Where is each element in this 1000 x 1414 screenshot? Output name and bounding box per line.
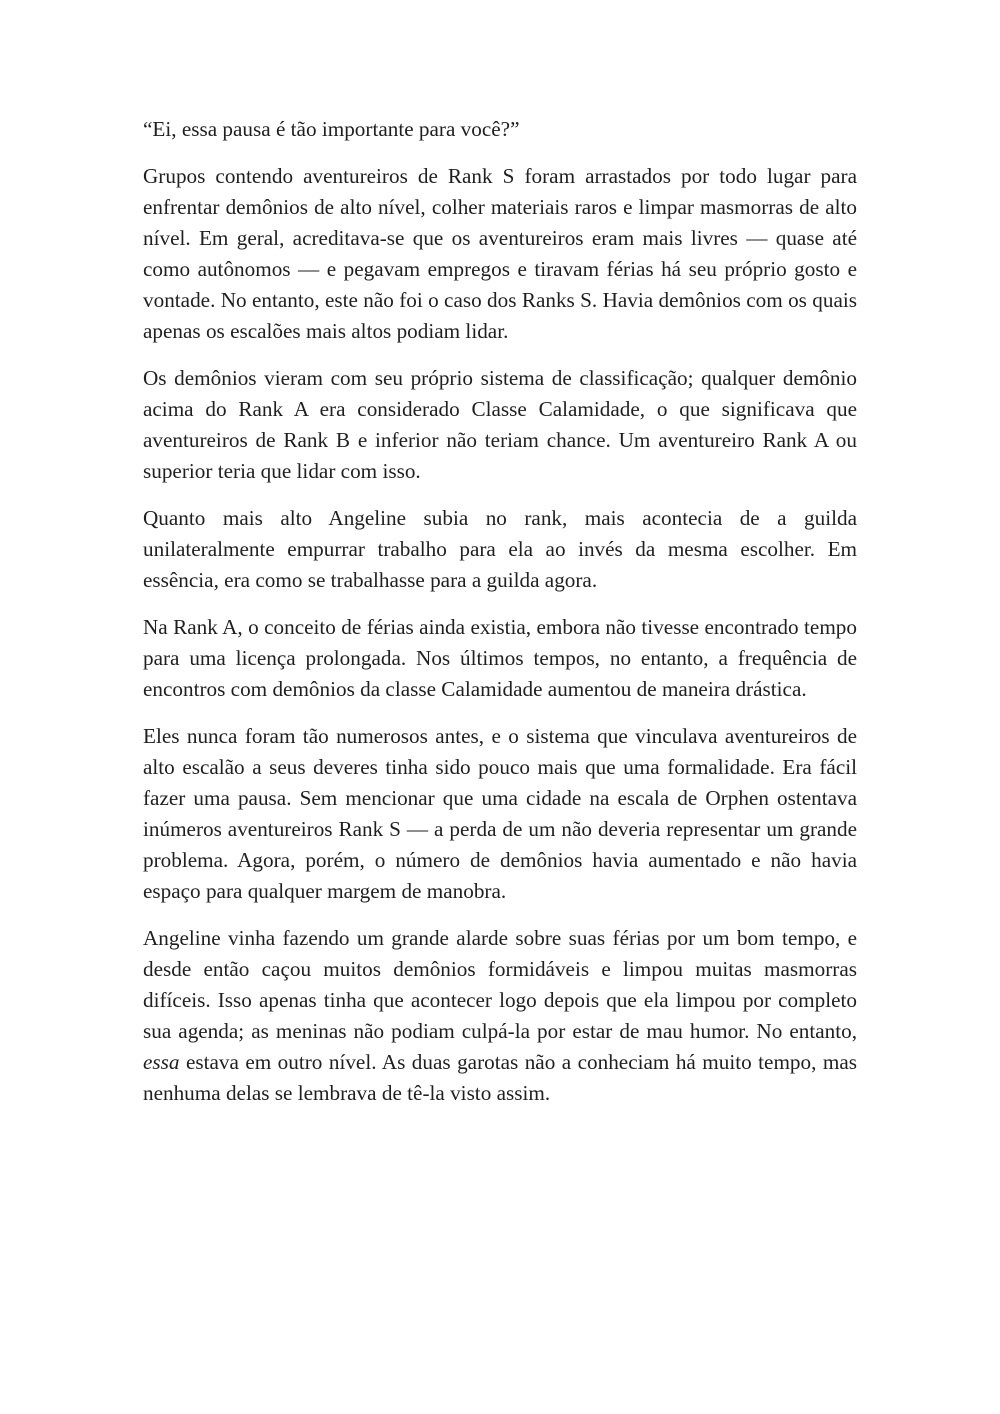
paragraph-4: Quanto mais alto Angeline subia no rank, mais acontecia de a guilda unilateralmente empurrar trabalho para ela ao invés da mesma escolher. Em essência, era como se trabalhasse para a guilda agora. [143, 506, 857, 592]
paragraph-7-text-after: estava em outro nível. As duas garotas não a conheciam há muito tempo, mas nenhuma delas se lembrava de tê-la visto assim. [143, 1050, 857, 1105]
paragraph-6: Eles nunca foram tão numerosos antes, e o sistema que vinculava aventureiros de alto escalão a seus deveres tinha sido pouco mais que uma formalidade. Era fácil fazer uma pausa. Sem mencionar que uma cidade na escala de Orphen ostentava inúmeros aventureiros Rank S — a perda de um não deveria representar um grande problema. Agora, porém, o número de demônios havia aumentado e não havia espaço para qualquer margem de manobra. [143, 724, 857, 903]
paragraph-5: Na Rank A, o conceito de férias ainda existia, embora não tivesse encontrado tempo para uma licença prolongada. Nos últimos tempos, no entanto, a frequência de encontros com demônios da classe Calamidade aumentou de maneira drástica. [143, 615, 857, 701]
paragraph-7-emphasis: essa [143, 1050, 180, 1074]
document-page [143, 114, 857, 1125]
paragraph-7 [143, 923, 857, 1109]
paragraph-7-text-before: Angeline vinha fazendo um grande alarde sobre suas férias por um bom tempo, e desde então caçou muitos demônios formidáveis e limpou muitas masmorras difíceis. Isso apenas tinha que acontecer logo depois que ela limpou por completo sua agenda; as meninas não podiam culpá-la por estar de mau humor. No entanto, [143, 926, 857, 1043]
paragraph-1: “Ei, essa pausa é tão importante para você?” [143, 117, 520, 141]
paragraph-3: Os demônios vieram com seu próprio sistema de classificação; qualquer demônio acima do Rank A era considerado Classe Calamidade, o que significava que aventureiros de Rank B e inferior não teriam chance. Um aventureiro Rank A ou superior teria que lidar com isso. [143, 366, 857, 483]
paragraph-2: Grupos contendo aventureiros de Rank S foram arrastados por todo lugar para enfrentar demônios de alto nível, colher materiais raros e limpar masmorras de alto nível. Em geral, acreditava-se que os aventureiros eram mais livres — quase até como autônomos — e pegavam empregos e tiravam férias há seu próprio gosto e vontade. No entanto, este não foi o caso dos Ranks S. Havia demônios com os quais apenas os escalões mais altos podiam lidar. [143, 164, 857, 343]
